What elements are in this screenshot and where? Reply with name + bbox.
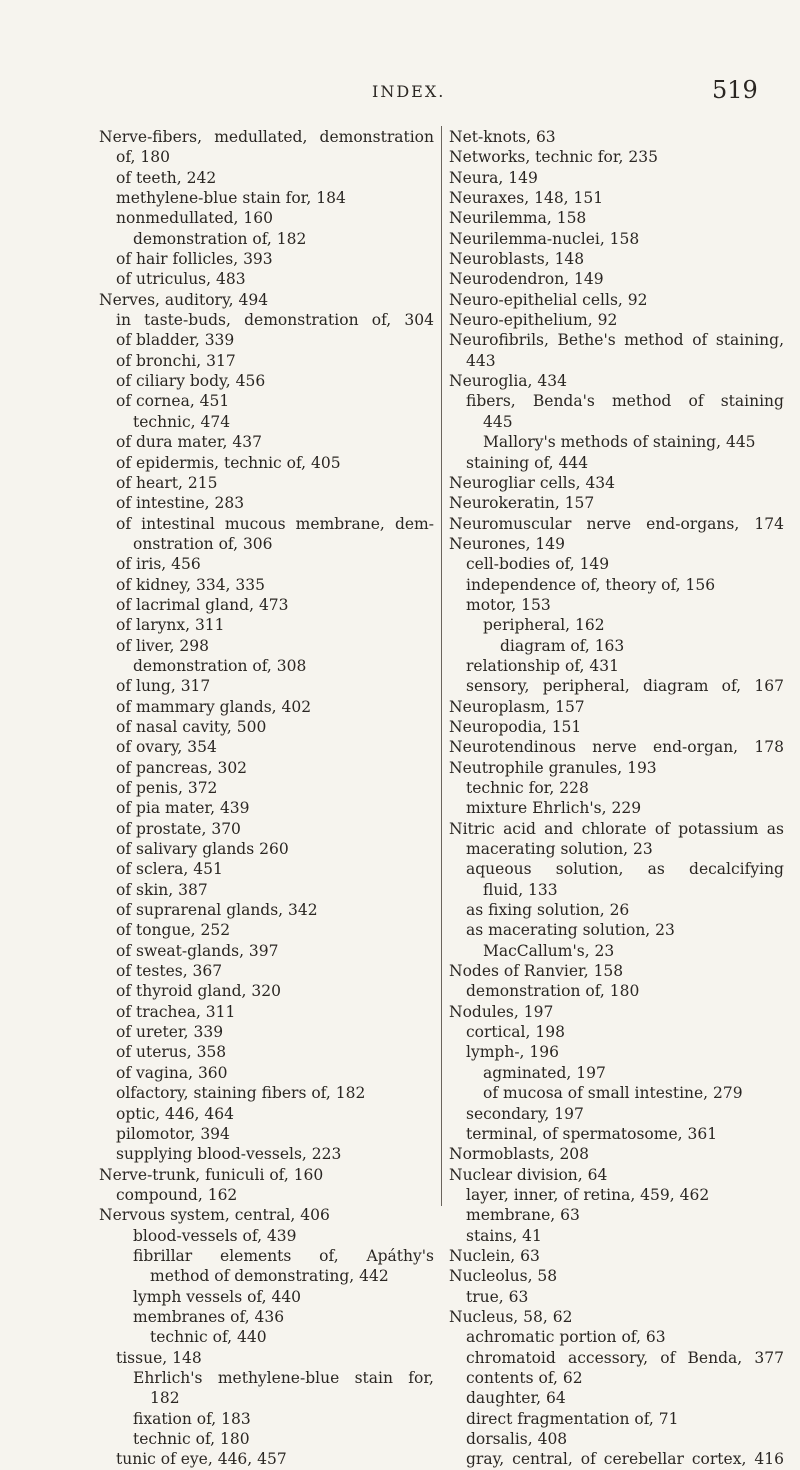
index-entry: methylene-blue stain for, 184 [116, 189, 346, 208]
index-entry-word: Ehrlich's [133, 1368, 203, 1387]
running-head-title: INDEX. [372, 82, 446, 101]
index-entry: relationship of, 431 [466, 656, 619, 675]
index-entry: blood-vessels of, 439 [133, 1226, 297, 1245]
index-entry: 445 [483, 412, 513, 431]
index-entry [99, 514, 434, 534]
index-entry: of dura mater, 437 [116, 433, 262, 452]
index-entry-word: Apáthy's [366, 1246, 434, 1265]
index-entry: Net-knots, 63 [449, 128, 556, 146]
index-entry: mixture Ehrlich's, 229 [466, 799, 642, 818]
index-entry-word: fibers, [466, 392, 516, 411]
index-entry: of testes, 367 [116, 962, 223, 981]
index-entry: of vagina, 360 [116, 1063, 228, 1082]
index-entry: of liver, 298 [116, 636, 209, 655]
index-entry: Neutrophile granules, 193 [449, 758, 657, 777]
index-entry: olfactory, staining fibers of, 182 [116, 1084, 366, 1103]
index-entry: technic, 474 [133, 412, 231, 431]
index-entry: of tongue, 252 [116, 921, 231, 940]
index-entry: Neuropodia, 151 [449, 717, 582, 736]
index-entry: of bladder, 339 [116, 331, 235, 350]
index-entry-word: of [692, 331, 708, 350]
index-entry-word: demonstration [319, 128, 434, 146]
index-entry: of mucosa of small intestine, 279 [483, 1084, 743, 1103]
index-entry: MacCallum's, 23 [483, 941, 615, 960]
index-entry-word: of [580, 1450, 596, 1469]
index-entry: of ovary, 354 [116, 738, 217, 757]
index-entry: of prostate, 370 [116, 819, 241, 838]
index-entry [449, 514, 784, 534]
index-entry-word: central, [512, 1450, 573, 1469]
index-entry-word: of, [371, 311, 392, 330]
index-entry: demonstration of, 182 [133, 229, 307, 248]
index-entry-word: decalcifying [689, 860, 784, 879]
index-entry-word: demonstration [244, 311, 359, 330]
index-entry: of pia mater, 439 [116, 799, 250, 818]
index-entry: Nerve-trunk, funiculi of, 160 [99, 1165, 324, 1184]
index-entry: Neuroblasts, 148 [449, 250, 585, 269]
index-entry-word: 167 [754, 677, 784, 696]
index-entry: Neuroglia, 434 [449, 372, 567, 391]
index-entry-word: as [647, 860, 665, 879]
index-entry-word: elements [220, 1246, 292, 1265]
index-entry-word: diagram [643, 677, 709, 696]
index-entry: Neurilemma, 158 [449, 209, 587, 228]
index-entry-word: Nerve-fibers, [99, 128, 203, 146]
index-entry-word: gray, [466, 1450, 505, 1469]
index-entry: of sweat-glands, 397 [116, 941, 279, 960]
index-entry: demonstration of, 308 [133, 656, 307, 675]
index-entry: pilomotor, 394 [116, 1124, 230, 1143]
index-entry-word: medullated, [214, 128, 308, 146]
index-entry-word: potassium [678, 819, 759, 838]
index-entry-word: cerebellar [603, 1450, 684, 1469]
index-entry: of salivary glands 260 [116, 840, 289, 859]
index-entry: peripheral, 162 [483, 616, 605, 635]
column-divider [441, 126, 442, 1206]
index-entry: contents of, 62 [466, 1368, 583, 1387]
index-entry: cell-bodies of, 149 [466, 555, 610, 574]
index-entry-word: of, [721, 677, 742, 696]
index-entry: demonstration of, 180 [466, 982, 640, 1001]
index-entry: Neurodendron, 149 [449, 270, 604, 289]
index-entry: Normoblasts, 208 [449, 1145, 590, 1164]
index-entry [449, 391, 784, 411]
index-entry: Neuroplasm, 157 [449, 697, 585, 716]
index-entry: Nucleolus, 58 [449, 1267, 558, 1286]
index-entry: membranes of, 436 [133, 1307, 285, 1326]
index-entry-word: for, [408, 1368, 434, 1387]
index-entry: of thyroid gland, 320 [116, 982, 281, 1001]
index-entry-word: 304 [404, 311, 434, 330]
index-entry-word: 178 [754, 738, 784, 757]
index-entry [449, 819, 784, 839]
index-entry: of ureter, 339 [116, 1023, 224, 1042]
index-entry: of lung, 317 [116, 677, 211, 696]
index-entry: achromatic portion of, 63 [466, 1328, 666, 1347]
index-entry: dorsalis, 408 [466, 1430, 568, 1448]
index-entry: of lacrimal gland, 473 [116, 595, 289, 614]
index-entry-word: intestinal [141, 514, 215, 533]
index-entry-word: dem- [394, 514, 434, 533]
index-entry-word: accessory, [568, 1348, 649, 1367]
index-entry-word: of, [319, 1246, 339, 1265]
index-entry-word: chlorate [581, 819, 647, 838]
index-entry: technic of, 440 [150, 1328, 267, 1347]
index-entry: of, 180 [116, 148, 170, 167]
index-entry: onstration of, 306 [133, 534, 273, 553]
index-entry-word: nerve [586, 514, 632, 533]
index-entry: of trachea, 311 [116, 1002, 236, 1021]
index-entry: nonmedullated, 160 [116, 209, 273, 228]
page-header [0, 76, 800, 106]
index-entry: of kidney, 334, 335 [116, 575, 265, 594]
index-entry: Nerves, auditory, 494 [99, 290, 269, 309]
index-entry: as macerating solution, 23 [466, 921, 675, 940]
index-entry-word: of [654, 819, 670, 838]
index-entry: technic of, 180 [133, 1430, 250, 1448]
index-entry-word: end-organ, [652, 738, 739, 757]
index-entry [449, 737, 784, 757]
index-column-left [99, 127, 434, 1470]
index-entry-word: and [544, 819, 574, 838]
index-entry: of larynx, 311 [116, 616, 225, 635]
index-entry-word: Benda's [532, 392, 595, 411]
index-entry: membrane, 63 [466, 1206, 580, 1225]
index-entry: of cornea, 451 [116, 392, 230, 411]
index-entry: of epidermis, technic of, 405 [116, 453, 341, 472]
index-entry: independence of, theory of, 156 [466, 575, 716, 594]
index-entry: stains, 41 [466, 1226, 542, 1245]
index-entry: fixation of, 183 [133, 1409, 251, 1428]
index-entry: of heart, 215 [116, 473, 218, 492]
index-entry-word: end-organs, [646, 514, 740, 533]
index-entry: of skin, 387 [116, 880, 208, 899]
index-entry: Nodes of Ranvier, 158 [449, 962, 624, 981]
index-entry: Nuclein, 63 [449, 1246, 540, 1265]
index-entry: fluid, 133 [483, 880, 558, 899]
index-entry-word: solution, [555, 860, 624, 879]
index-entry-word: nerve [592, 738, 637, 757]
index-entry-word: in [116, 311, 131, 330]
index-entry: Nucleus, 58, 62 [449, 1307, 573, 1326]
index-entry: true, 63 [466, 1287, 529, 1306]
index-entry: optic, 446, 464 [116, 1104, 234, 1123]
index-entry [99, 310, 434, 330]
index-entry: layer, inner, of retina, 459, 462 [466, 1185, 710, 1204]
index-entry-word: Neurotendinous [449, 738, 576, 757]
index-entry-word: method [624, 331, 684, 350]
index-entry-word: mucous [224, 514, 286, 533]
page-number: 519 [712, 76, 758, 104]
index-entry: Neurogliar cells, 434 [449, 473, 616, 492]
index-entry: of penis, 372 [116, 779, 218, 797]
index-entry: as fixing solution, 26 [466, 901, 630, 920]
index-entry: of intestine, 283 [116, 494, 245, 513]
index-entry: 443 [466, 351, 496, 370]
index-entry [99, 1246, 434, 1266]
index-entry [449, 1348, 784, 1368]
index-entry-word: membrane, [295, 514, 385, 533]
index-entry [449, 859, 784, 879]
index-entry-word: Neurofibrils, [449, 331, 549, 350]
index-entry-word: sensory, [466, 677, 530, 696]
index-entry: Nervous system, central, 406 [99, 1206, 330, 1225]
index-entry: Nodules, 197 [449, 1002, 554, 1021]
index-entry-word: staining [720, 392, 784, 411]
index-entry: Neurilemma-nuclei, 158 [449, 229, 640, 248]
index-entry: Networks, technic for, 235 [449, 148, 659, 167]
index-entry-word: 416 [754, 1450, 784, 1469]
index-entry: Neurones, 149 [449, 534, 566, 553]
index-entry-word: Nitric [449, 819, 495, 838]
index-entry: agminated, 197 [483, 1063, 606, 1082]
index-entry: of pancreas, 302 [116, 758, 248, 777]
index-entry-word: chromatoid [466, 1348, 556, 1367]
index-column-right [449, 127, 784, 1470]
index-entry-word: aqueous [466, 860, 532, 879]
index-entry: lymph vessels of, 440 [133, 1287, 302, 1306]
index-entry [99, 1368, 434, 1388]
index-entry: Nuclear division, 64 [449, 1165, 608, 1184]
index-entry-word: taste-buds, [144, 311, 231, 330]
index-entry: supplying blood-vessels, 223 [116, 1145, 342, 1164]
index-entry-word: fibrillar [133, 1246, 193, 1265]
index-entry: of utriculus, 483 [116, 270, 246, 289]
index-entry: terminal, of spermatosome, 361 [466, 1124, 718, 1143]
index-entry-word: method [611, 392, 672, 411]
index-entry-word: cortex, [691, 1450, 747, 1469]
index-entry-word: 174 [754, 514, 784, 533]
index-entry: of bronchi, 317 [116, 351, 236, 370]
index-entry: compound, 162 [116, 1185, 238, 1204]
index-entry-word: peripheral, [542, 677, 630, 696]
index-entry: of hair follicles, 393 [116, 250, 273, 269]
index-entry: of suprarenal glands, 342 [116, 901, 318, 920]
index-entry-word: methylene-blue [217, 1368, 340, 1387]
index-entry-word: 377 [754, 1348, 784, 1367]
index-entry: of mammary glands, 402 [116, 697, 312, 716]
index-entry: of teeth, 242 [116, 168, 217, 187]
index-entry-word: of [116, 514, 132, 533]
index-entry [99, 127, 434, 147]
index-entry: of sclera, 451 [116, 860, 223, 879]
index-entry-word: Bethe's [557, 331, 616, 350]
index-entry: direct fragmentation of, 71 [466, 1409, 679, 1428]
index-entry: Neuro-epithelium, 92 [449, 311, 618, 330]
index-entry: of uterus, 358 [116, 1043, 227, 1062]
index-entry: Neura, 149 [449, 168, 538, 187]
index-entry: daughter, 64 [466, 1389, 566, 1408]
index-entry-word: staining, [715, 331, 784, 350]
index-entry: Mallory's methods of staining, 445 [483, 433, 756, 452]
index-entry: Neuraxes, 148, 151 [449, 189, 604, 208]
index-entry: lymph-, 196 [466, 1043, 559, 1062]
index-entry: of nasal cavity, 500 [116, 717, 267, 736]
index-entry: cortical, 198 [466, 1023, 565, 1042]
index-entry [449, 676, 784, 696]
index-entry: tissue, 148 [116, 1348, 202, 1367]
index-entry: diagram of, 163 [500, 636, 625, 655]
index-entry: motor, 153 [466, 595, 551, 614]
index-entry-word: of [688, 392, 704, 411]
index-entry: Neurokeratin, 157 [449, 494, 595, 513]
index-entry: macerating solution, 23 [466, 840, 653, 859]
index-entry: tunic of eye, 446, 457 [116, 1450, 287, 1469]
index-entry: of iris, 456 [116, 555, 201, 574]
index-entry: Neuro-epithelial cells, 92 [449, 290, 648, 309]
index-entry-word: acid [503, 819, 536, 838]
index-entry-word: stain [354, 1368, 393, 1387]
index-entry: staining of, 444 [466, 453, 589, 472]
index-entry [449, 1449, 784, 1469]
index-entry: technic for, 228 [466, 779, 589, 797]
index-entry: of ciliary body, 456 [116, 372, 266, 391]
index-entry: 182 [150, 1389, 180, 1408]
index-entry: secondary, 197 [466, 1104, 584, 1123]
index-entry: method of demonstrating, 442 [150, 1267, 389, 1286]
index-entry-word: Benda, [687, 1348, 743, 1367]
index-entry [449, 330, 784, 350]
index-entry-word: as [766, 819, 784, 838]
index-entry-word: of [660, 1348, 676, 1367]
index-entry-word: Neuromuscular [449, 514, 572, 533]
